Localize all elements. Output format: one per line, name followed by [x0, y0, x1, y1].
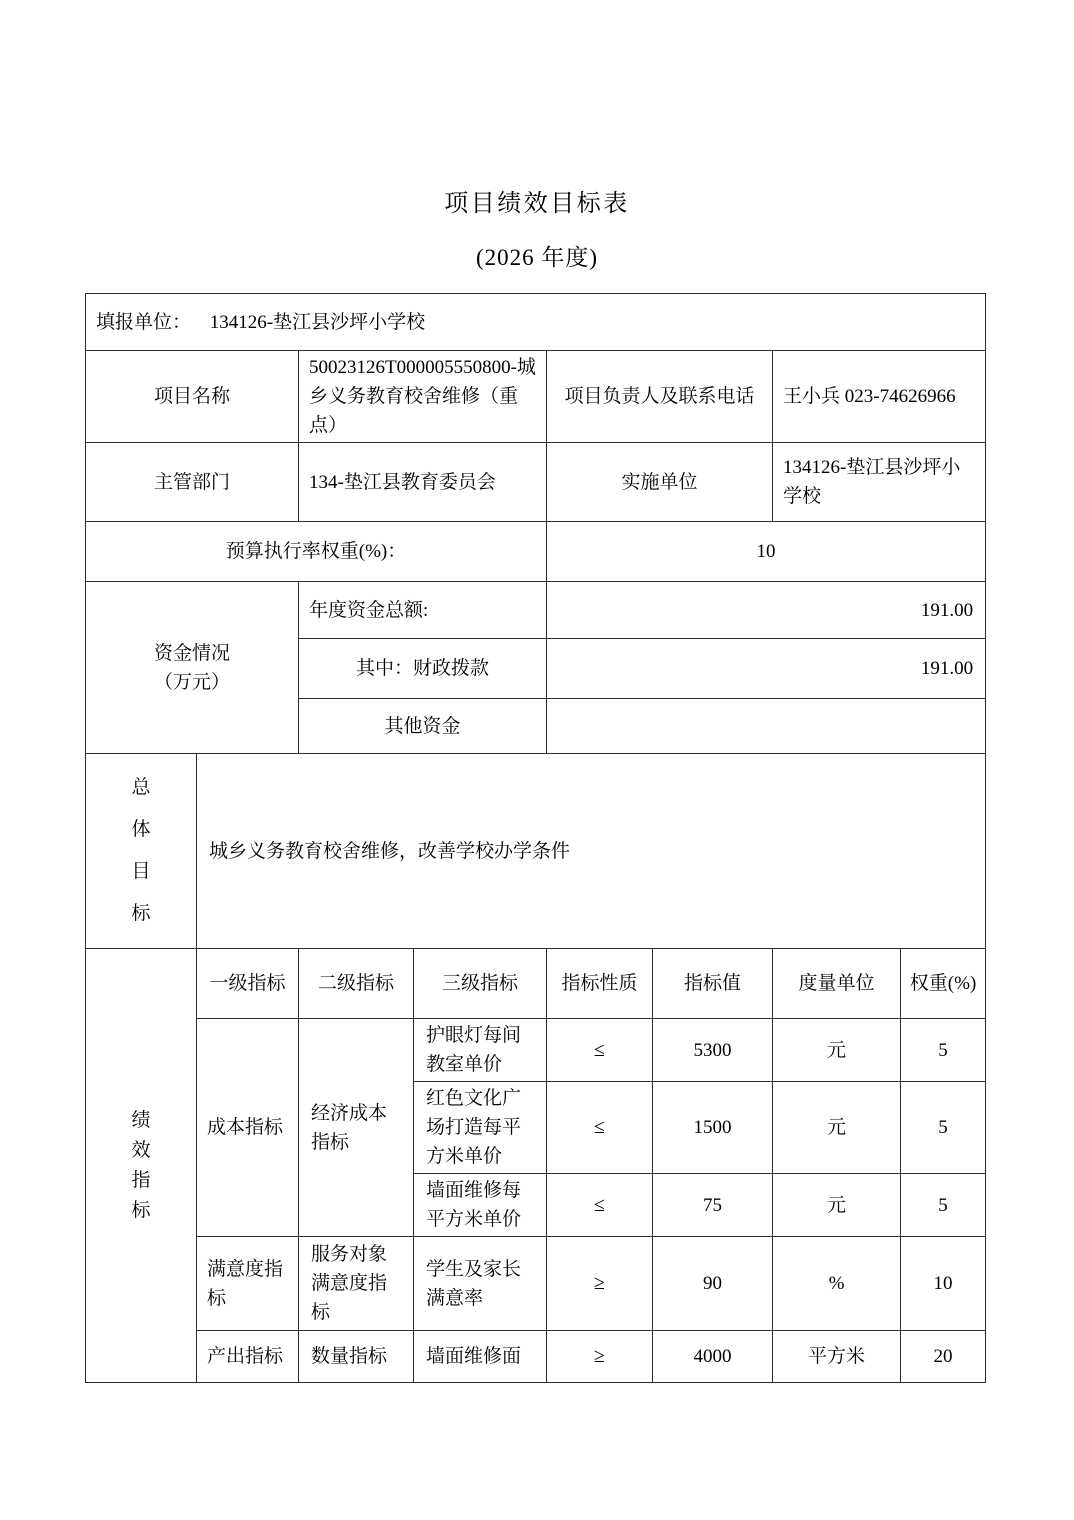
indicator-nature: ≤ — [547, 1019, 653, 1082]
indicator-level3: 护眼灯每间教室单价 — [414, 1019, 547, 1082]
indicator-weight: 5 — [901, 1082, 986, 1174]
indicator-level3: 学生及家长满意率 — [414, 1237, 547, 1331]
indicator-header-level2: 二级指标 — [299, 949, 414, 1019]
indicator-header-nature: 指标性质 — [547, 949, 653, 1019]
funding-group-label — [86, 582, 299, 754]
funding-total-label: 年度资金总额: — [299, 582, 547, 639]
indicator-header-level3: 三级指标 — [414, 949, 547, 1019]
indicator-level3: 墙面维修面 — [414, 1331, 547, 1383]
indicator-unit: 元 — [773, 1082, 901, 1174]
table-row — [86, 582, 986, 639]
funding-fiscal-label: 其中：财政拨款 — [299, 639, 547, 699]
indicator-level2: 数量指标 — [299, 1331, 414, 1383]
overall-goal-content: 城乡义务教育校舍维修，改善学校办学条件 — [197, 754, 986, 949]
report-unit-cell — [86, 294, 986, 351]
page-subtitle: (2026 年度) — [475, 245, 599, 270]
indicator-unit: 元 — [773, 1174, 901, 1237]
indicator-weight: 5 — [901, 1174, 986, 1237]
indicator-level1: 满意度指标 — [197, 1237, 299, 1331]
project-manager-value: 王小兵 023-74626966 — [773, 351, 986, 443]
indicator-value: 1500 — [653, 1082, 773, 1174]
impl-unit-value: 134126-垫江县沙坪小学校 — [773, 443, 986, 522]
indicator-weight: 20 — [901, 1331, 986, 1383]
report-unit-value: 134126-垫江县沙坪小学校 — [209, 311, 426, 333]
table-row — [86, 1019, 986, 1082]
indicator-unit: 平方米 — [773, 1331, 901, 1383]
indicator-header-level1: 一级指标 — [197, 949, 299, 1019]
indicator-level3: 红色文化广场打造每平方米单价 — [414, 1082, 547, 1174]
indicator-value: 4000 — [653, 1331, 773, 1383]
indicator-level2: 服务对象满意度指标 — [299, 1237, 414, 1331]
funding-group-label-line2: （万元） — [153, 671, 230, 693]
indicator-level1: 产出指标 — [197, 1331, 299, 1383]
indicator-weight: 10 — [901, 1237, 986, 1331]
indicator-level2: 经济成本指标 — [299, 1019, 414, 1237]
indicator-value: 75 — [653, 1174, 773, 1237]
funding-fiscal-value: 191.00 — [547, 639, 986, 699]
performance-target-table — [85, 293, 986, 1383]
dept-value: 134-垫江县教育委员会 — [299, 443, 547, 522]
indicator-nature: ≤ — [547, 1174, 653, 1237]
dept-label: 主管部门 — [86, 443, 299, 522]
indicator-unit: % — [773, 1237, 901, 1331]
overall-goal-label: 总体目标 — [131, 777, 151, 924]
funding-total-value: 191.00 — [547, 582, 986, 639]
indicator-value: 90 — [653, 1237, 773, 1331]
report-unit-label: 填报单位： — [96, 311, 192, 333]
table-row — [86, 754, 986, 949]
indicator-unit: 元 — [773, 1019, 901, 1082]
project-manager-label: 项目负责人及联系电话 — [547, 351, 773, 443]
table-row — [86, 1237, 986, 1331]
indicator-header-unit: 度量单位 — [773, 949, 901, 1019]
table-row — [86, 949, 986, 1019]
budget-rate-value: 10 — [547, 522, 986, 582]
table-row — [86, 443, 986, 522]
indicator-weight: 5 — [901, 1019, 986, 1082]
indicator-header-weight: 权重(%) — [901, 949, 986, 1019]
table-row — [86, 1331, 986, 1383]
table-row — [86, 351, 986, 443]
indicator-header-value: 指标值 — [653, 949, 773, 1019]
project-name-value: 50023126T000005550800-城乡义务教育校舍维修（重点） — [299, 351, 547, 443]
funding-group-label-line1: 资金情况 — [153, 642, 230, 664]
indicator-value: 5300 — [653, 1019, 773, 1082]
indicator-section-label-cell — [86, 949, 197, 1383]
impl-unit-label: 实施单位 — [547, 443, 773, 522]
overall-goal-label-cell — [86, 754, 197, 949]
funding-other-value — [547, 699, 986, 754]
indicator-nature: ≤ — [547, 1082, 653, 1174]
budget-rate-label: 预算执行率权重(%)： — [86, 522, 547, 582]
table-row — [86, 522, 986, 582]
indicator-section-label: 绩效指标 — [131, 1109, 151, 1221]
project-name-label: 项目名称 — [86, 351, 299, 443]
indicator-nature: ≥ — [547, 1331, 653, 1383]
indicator-level3: 墙面维修每平方米单价 — [414, 1174, 547, 1237]
funding-other-label: 其他资金 — [299, 699, 547, 754]
indicator-nature: ≥ — [547, 1237, 653, 1331]
table-row — [86, 294, 986, 351]
indicator-level1: 成本指标 — [197, 1019, 299, 1237]
page-title: 项目绩效目标表 — [444, 191, 630, 217]
